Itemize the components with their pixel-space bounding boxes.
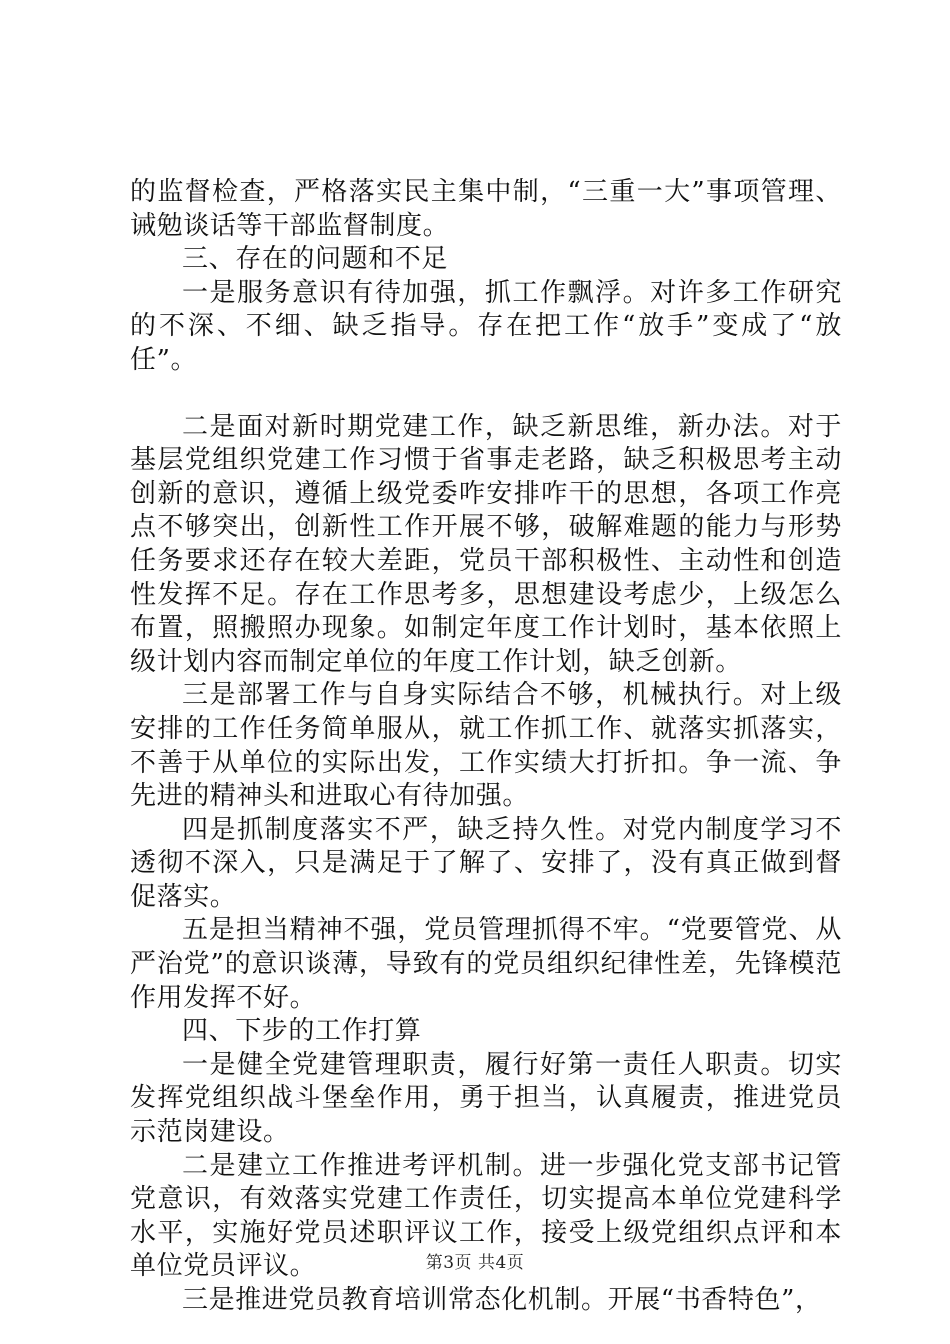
paragraph-problem-1: 一是服务意识有待加强，抓工作飘浮。对许多工作研究的不深、不细、缺乏指导。存在把工作“放手”变成了“放任”。	[130, 277, 842, 375]
document-body	[130, 176, 842, 1318]
paragraph-plan-3: 三是推进党员教育培训常态化机制。开展“书香特色”，	[182, 1285, 822, 1315]
paragraph-problem-5: 五是担当精神不强，党员管理抓得不牢。“党要管党、从严治党”的意识谈薄，导致有的党员组织纪律性差，先锋模范作用发挥不好。	[130, 915, 842, 1013]
page-number-footer: 第3页 共4页	[425, 1253, 525, 1273]
paragraph-plan-2: 二是建立工作推进考评机制。进一步强化党支部书记管党意识，有效落实党建工作责任，切实提高本单位党建科学水平，实施好党员述职评议工作，接受上级党组织点评和本单位党员评议。	[130, 1150, 842, 1282]
paragraph-problem-2: 二是面对新时期党建工作，缺乏新思维，新办法。对于基层党组织党建工作习惯于省事走老路，缺乏积极思考主动创新的意识，遵循上级党委咋安排咋干的思想，各项工作亮点不够突出，创新性工作开展不够，破解难题的能力与形势任务要求还存在较大差距，党员干部积极性、主动性和创造性发挥不足。存在工作思考多，思想建设考虑少，上级怎么布置，照搬照办现象。如制定年度工作计划时，基本依照上级计划内容而制定单位的年度工作计划，缺乏创新。	[130, 411, 842, 677]
paragraph-problem-4: 四是抓制度落实不严，缺乏持久性。对党内制度学习不透彻不深入，只是满足于了解了、安排了，没有真正做到督促落实。	[130, 814, 842, 912]
paragraph-plan-1: 一是健全党建管理职责，履行好第一责任人职责。切实发挥党组织战斗堡垒作用，勇于担当，认真履责，推进党员示范岗建设。	[130, 1049, 842, 1148]
section-heading-problems: 三、存在的问题和不足	[182, 244, 449, 275]
section-heading-plans: 四、下步的工作打算	[182, 1016, 422, 1047]
paragraph-problem-3: 三是部署工作与自身实际结合不够，机械执行。对上级安排的工作任务简单服从，就工作抓工作、就落实抓落实，不善于从单位的实际出发，工作实绩大打折扣。争一流、争先进的精神头和进取心有待加强。	[130, 680, 842, 812]
paragraph-continuation: 的监督检查，严格落实民主集中制，“三重一大”事项管理、诫勉谈话等干部监督制度。	[130, 177, 842, 241]
